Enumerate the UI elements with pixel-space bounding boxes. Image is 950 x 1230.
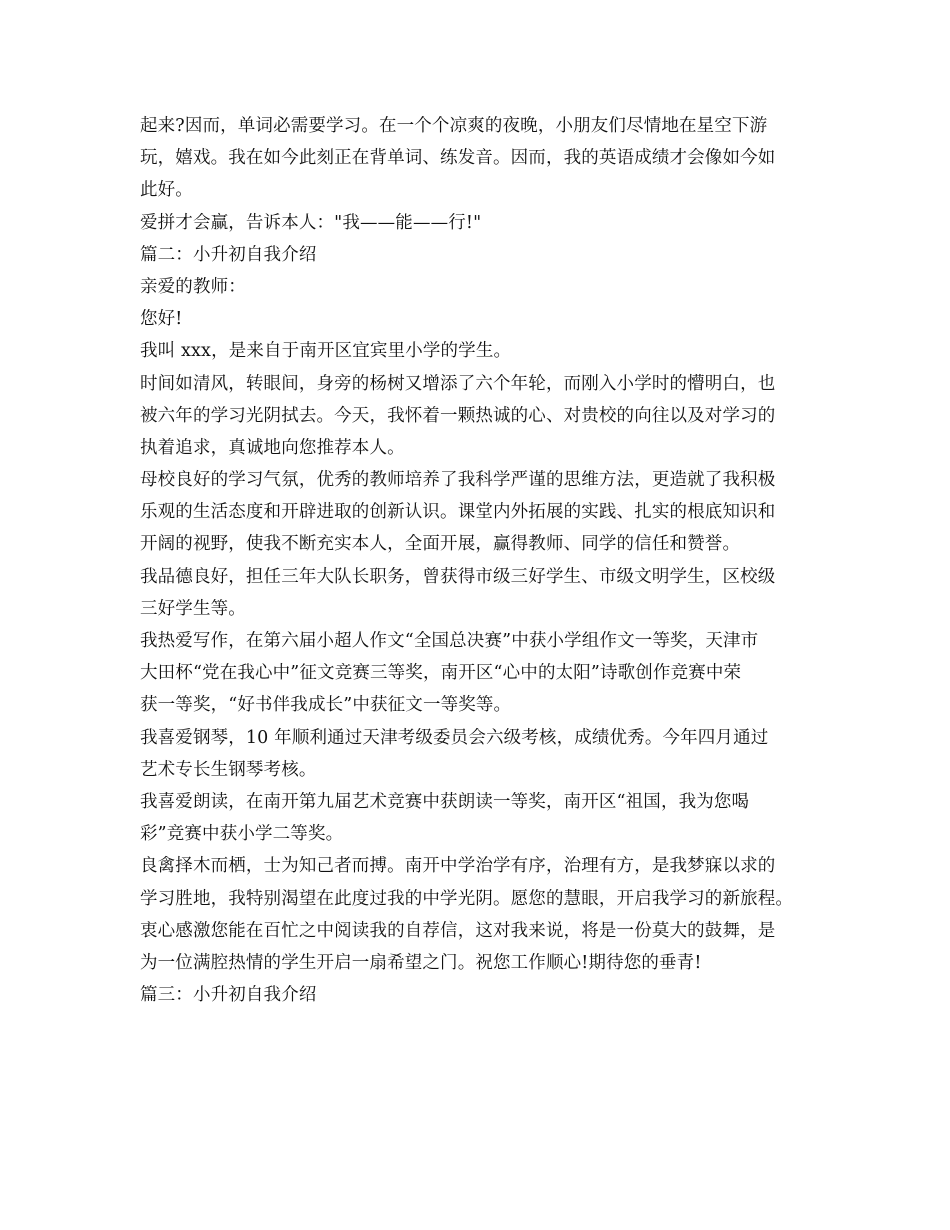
text-line: 被六年的学习光阴拭去。今天，我怀着一颗热诚的心、对贵校的向往以及对学习的	[140, 405, 776, 426]
text-line: 衷心感激您能在百忙之中阅读我的自荐信，这对我来说，将是一份莫大的鼓舞，是	[140, 920, 776, 941]
text-line: 获一等奖，“好书伴我成长”中获征文一等奖等。	[140, 695, 512, 716]
text-line: 起来?因而，单词必需要学习。在一个个凉爽的夜晚，小朋友们尽情地在星空下游	[140, 116, 768, 136]
text-line: 我品德良好，担任三年大队长职务，曾获得市级三好学生、市级文明学生，区校级	[140, 566, 776, 587]
text-line: 三好学生等。	[140, 598, 246, 619]
text-line: 我喜爱朗读，在南开第九届艺术竞赛中获朗读一等奖，南开区“祖国，我为您喝	[140, 791, 750, 812]
text-line: 我叫 xxx，是来自于南开区宜宾里小学的学生。	[140, 341, 512, 362]
text-line: 时间如清风，转眼间，身旁的杨树又增添了六个年轮，而刚入小学时的懵明白，也	[140, 373, 776, 394]
text-line: 我喜爱钢琴，10 年顺利通过天津考级委员会六级考核，成绩优秀。今年四月通过	[140, 727, 769, 748]
text-line: 执着追求，真诚地向您推荐本人。	[140, 437, 405, 458]
text-line: 母校良好的学习气氛，优秀的教师培养了我科学严谨的思维方法，更造就了我积极	[140, 470, 776, 491]
text-line: 为一位满腔热情的学生开启一扇希望之门。祝您工作顺心!期待您的垂青!	[140, 952, 702, 973]
section-heading: 篇二：小升初自我介绍	[140, 244, 317, 265]
text-line: 学习胜地，我特别渴望在此度过我的中学光阴。愿您的慧眼，开启我学习的新旅程。	[140, 888, 794, 909]
text-line: 此好。	[140, 180, 193, 201]
text-line: 大田杯“党在我心中”征文竞赛三等奖，南开区“心中的太阳”诗歌创作竞赛中荣	[140, 663, 742, 684]
text-line: 彩”竞赛中获小学二等奖。	[140, 824, 344, 845]
text-line: 良禽择木而栖，士为知己者而搏。南开中学治学有序，治理有方，是我梦寐以求的	[140, 856, 776, 877]
text-line: 玩，嬉戏。我在如今此刻正在背单词、练发音。因而，我的英语成绩才会像如今如	[140, 148, 776, 169]
text-line: 我热爱写作，在第六届小超人作文“全国总决赛”中获小学组作文一等奖，天津市	[140, 631, 759, 651]
text-line: 艺术专长生钢琴考核。	[140, 759, 317, 780]
text-line: 开阔的视野，使我不断充实本人，全面开展，赢得教师、同学的信任和赞誉。	[140, 534, 741, 555]
salutation: 亲爱的教师：	[140, 276, 246, 297]
text-line: 乐观的生活态度和开辟进取的创新认识。课堂内外拓展的实践、扎实的根底知识和	[140, 502, 776, 523]
section-heading: 篇三：小升初自我介绍	[140, 985, 317, 1006]
greeting: 您好!	[140, 309, 183, 330]
text-line: 爱拼才会赢，告诉本人："我——能——行!"	[140, 212, 482, 233]
document-body	[140, 110, 820, 1011]
